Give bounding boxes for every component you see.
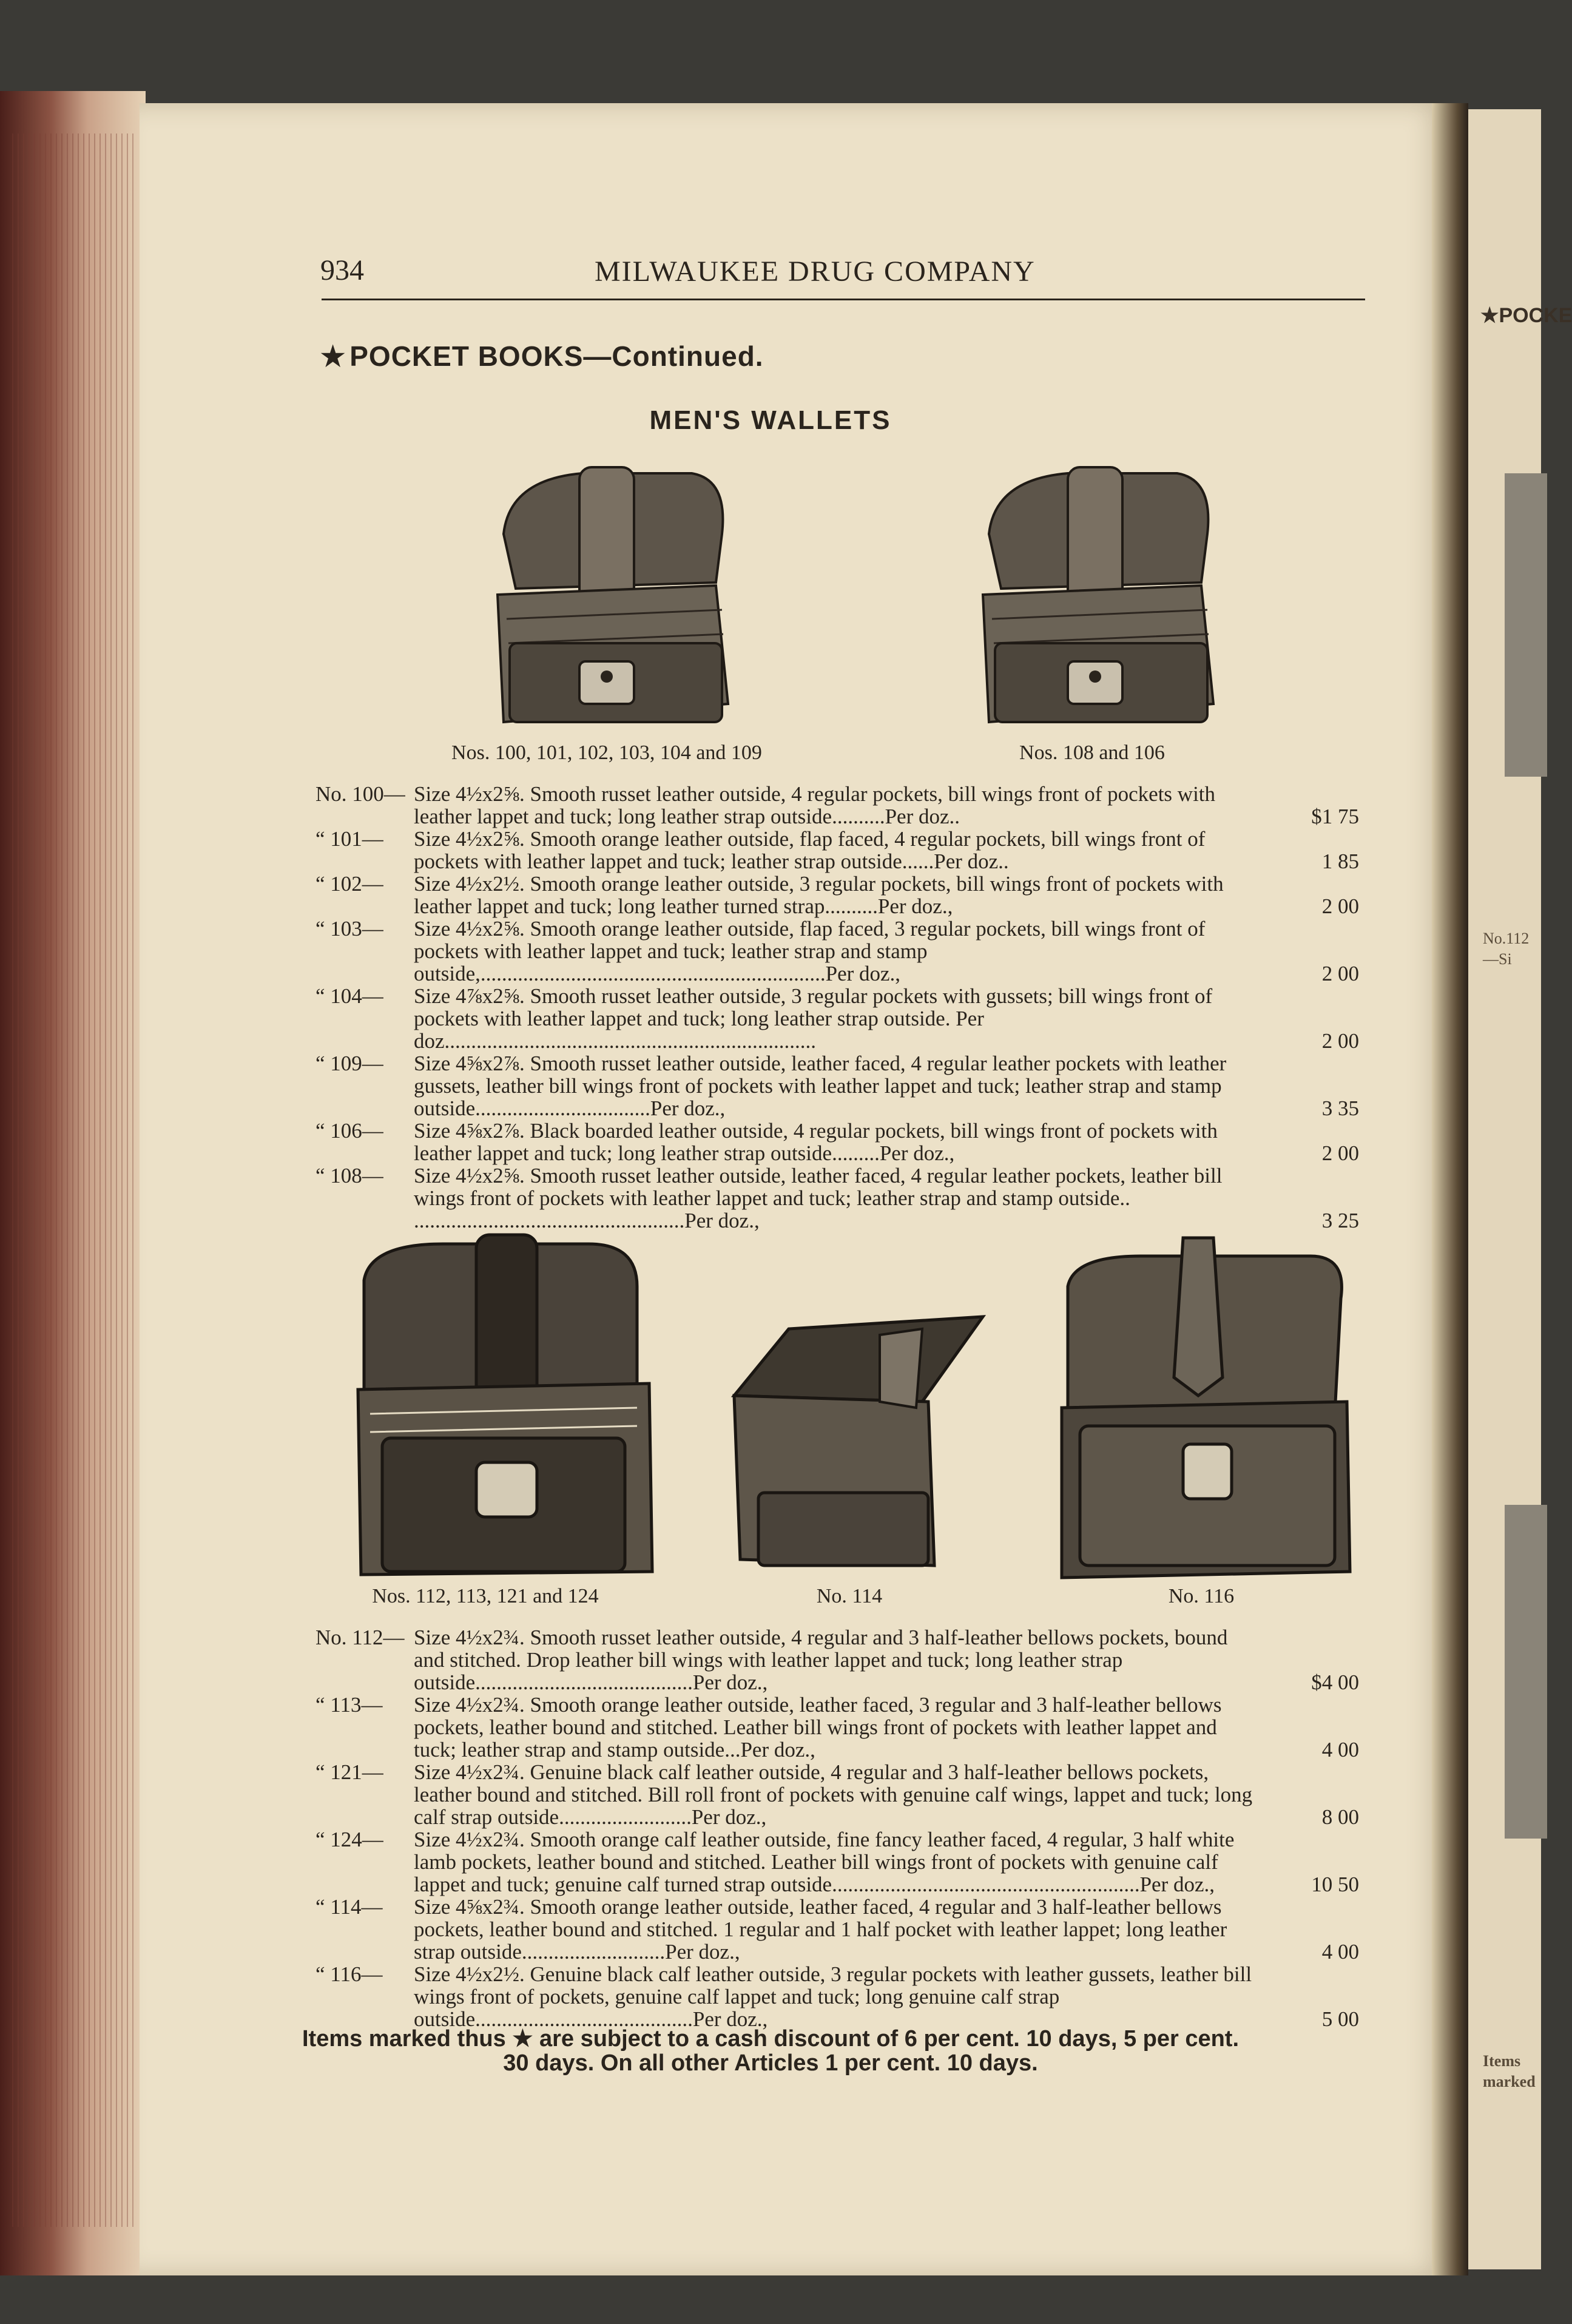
list-item: “ 101— Size 4½x2⅝. Smooth orange leather outside, flap faced, 4 regular pockets, bill wings front of pockets with leather lappet and tuck; leather strap outside......Per doz.. 1 85 [315, 827, 1359, 873]
price-list-bottom [315, 1626, 1359, 2030]
wallet-illustration [722, 1311, 995, 1572]
wallet-illustration [946, 461, 1238, 740]
header-rule [322, 299, 1365, 300]
list-item: “ 104— Size 4⅞x2⅝. Smooth russet leather outside, 3 regular pockets with gussets; bill wings front of pockets with leather lappet and tuck; long leather strap outside. Per doz...................................................................... 2 00 [315, 984, 1359, 1053]
list-item: “ 106— Size 4⅝x2⅞. Black boarded leather outside, 4 regular pockets, bill wings front of pockets with leather lappet and tuck; long leather strap outside.........Per doz., 2 00 [315, 1119, 1359, 1165]
list-item: “ 121— Size 4½x2¾. Genuine black calf leather outside, 4 regular and 3 half-leather bellows pockets, leather bound and stitched. Bill roll front of pockets with genuine calf wings, lappet and tuck; long calf strap outside.........................Per doz., 8 00 [315, 1760, 1359, 1829]
list-item: “ 114— Size 4⅝x2¾. Smooth orange leather outside, leather faced, 4 regular and 3 half-leather bellows pockets, leather bound and stitched. 1 regular and 1 half pocket with leather lappet; long leather strap outside...........................Per doz., 4 00 [315, 1895, 1359, 1964]
page-edges [12, 133, 133, 2227]
next-page-heading: ★POCKE [1480, 304, 1572, 327]
sub-title: MEN'S WALLETS [649, 405, 892, 435]
discount-note-line: Items marked thus ★ are subject to a cash discount of 6 per cent. 10 days, 5 per cent. [302, 2026, 1240, 2052]
running-head: MILWAUKEE DRUG COMPANY [595, 255, 1036, 288]
discount-note-line: 30 days. On all other Articles 1 per cent. 10 days. [503, 2050, 1038, 2076]
illustration-caption: Nos. 108 and 106 [1019, 741, 1165, 764]
section-title [320, 340, 764, 373]
next-page-text: Items marked [1483, 2052, 1536, 2090]
list-item: “ 116— Size 4½x2½. Genuine black calf leather outside, 3 regular pockets with leather gussets, leather bill wings front of pockets, genuine calf lappet and tuck; long genuine calf strap outside.........................................Per doz., 5 00 [315, 1962, 1359, 2031]
discount-note [0, 2027, 1541, 2075]
list-item: No. 100— Size 4½x2⅝. Smooth russet leather outside, 4 regular pockets, bill wings front of pockets with leather lappet and tuck; long leather strap outside..........Per doz.. $1 75 [315, 782, 1359, 828]
list-item: “ 102— Size 4½x2½. Smooth orange leather outside, 3 regular pockets, bill wings front of pockets with leather lappet and tuck; long leather turned strap..........Per doz., 2 00 [315, 872, 1359, 918]
next-page-text: No.112—Si [1483, 930, 1530, 968]
wallet-illustration [1044, 1232, 1359, 1584]
next-page-illustration [1505, 1505, 1547, 1839]
list-item: “ 108— Size 4½x2⅝. Smooth russet leather outside, leather faced, 4 regular leather pockets, leather bill wings front of pockets with leather lappet and tuck; leather strap and stamp outside.. ...................................................Per doz., 3 25 [315, 1164, 1359, 1232]
illustration-caption: No. 116 [1168, 1585, 1235, 1607]
star-icon: ★ [320, 340, 346, 372]
illustration-caption: Nos. 112, 113, 121 and 124 [372, 1585, 599, 1607]
section-title-text: POCKET BOOKS—Continued. [349, 340, 764, 372]
next-page-illustration [1505, 473, 1547, 777]
wallet-illustration [346, 1232, 661, 1584]
list-item: No. 112— Size 4½x2¾. Smooth russet leather outside, 4 regular and 3 half-leather bellows pockets, bound and stitched. Drop leather bill wings with leather lappet and tuck; long leather strap outside.........................................Per doz., $4 00 [315, 1626, 1359, 1694]
page-number: 934 [320, 254, 364, 286]
list-item: “ 124— Size 4½x2¾. Smooth orange calf leather outside, fine fancy leather faced, 4 regular, 3 half white lamb pockets, leather bound and stitched. Leather bill wings front of pockets with genuine calf lappet and tuck; genuine calf turned strap outside..........................................................Per doz., 10 50 [315, 1828, 1359, 1896]
list-item: “ 103— Size 4½x2⅝. Smooth orange leather outside, flap faced, 3 regular pockets, bill wings front of pockets with leather lappet and tuck; leather strap and stamp outside,.................................................................Per doz., 2 00 [315, 917, 1359, 985]
illustration-caption: No. 114 [816, 1585, 883, 1607]
price-list-top [315, 783, 1359, 1232]
list-item: “ 109— Size 4⅝x2⅞. Smooth russet leather outside, leather faced, 4 regular leather pockets with leather gussets, leather bill wings front of pockets with leather lappet and tuck; leather strap and stamp outside.................................Per doz., 3 35 [315, 1052, 1359, 1120]
wallet-illustration [461, 461, 752, 740]
illustration-caption: Nos. 100, 101, 102, 103, 104 and 109 [451, 741, 762, 764]
list-item: “ 113— Size 4½x2¾. Smooth orange leather outside, leather faced, 3 regular and 3 half-leather bellows pockets, leather bound and stitched. Leather bill wings front of pockets with leather lappet and tuck; leather strap and stamp outside...Per doz., 4 00 [315, 1693, 1359, 1762]
